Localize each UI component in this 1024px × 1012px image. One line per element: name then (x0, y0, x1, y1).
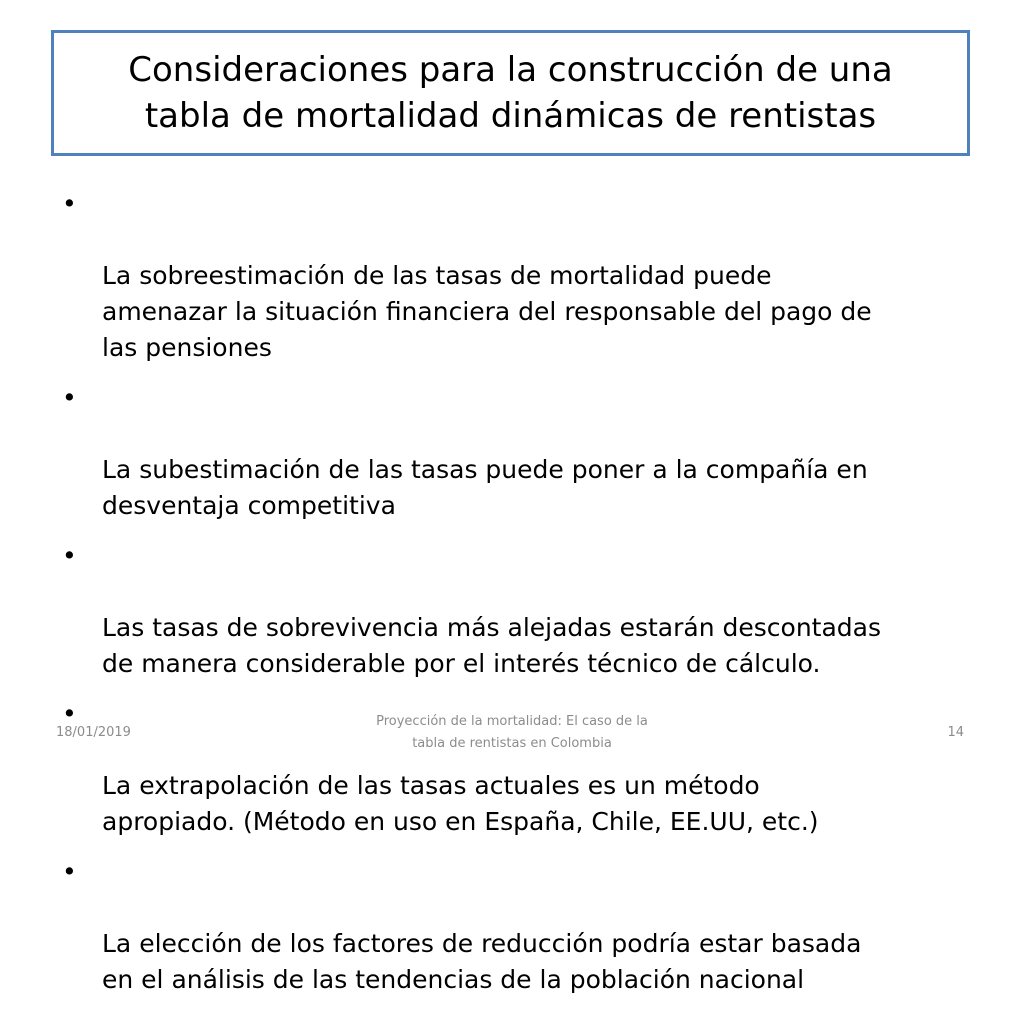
footer-date: 18/01/2019 (56, 725, 131, 740)
bullet-item (62, 186, 962, 366)
bullet-dot-icon: • (62, 699, 77, 728)
bullet-item (62, 538, 962, 682)
footer-page-number: 14 (947, 725, 964, 740)
bullet-text: La sobreestimación de las tasas de mortalidad puede amenazar la situación financiera del responsable del pago de las pensiones (102, 261, 872, 362)
slide-title: Consideraciones para la construcción de una tabla de mortalidad dinámicas de rentistas (128, 50, 893, 136)
bullet-dot-icon: • (62, 541, 77, 570)
bullet-text: La extrapolación de las tasas actuales es un método apropiado. (Método en uso en España, Chile, EE.UU, etc.) (102, 771, 819, 836)
footer-title: Proyección de la mortalidad: El caso de la tabla de rentistas en Colombia (376, 714, 648, 751)
bullet-text: La subestimación de las tasas puede poner a la compañía en desventaja competitiva (102, 455, 868, 520)
bullet-dot-icon: • (62, 189, 77, 218)
title-box (51, 30, 970, 156)
bullet-dot-icon: • (62, 857, 77, 886)
bullet-item (62, 380, 962, 524)
bullet-text: Las tasas de sobrevivencia más alejadas estarán descontadas de manera considerable por el interés técnico de cálculo. (102, 613, 882, 678)
bullet-list (62, 186, 962, 1012)
bullet-item (62, 854, 962, 998)
bullet-text: La elección de los factores de reducción podría estar basada en el análisis de las tendencias de la población nacional (102, 929, 862, 994)
bullet-dot-icon: • (62, 383, 77, 412)
